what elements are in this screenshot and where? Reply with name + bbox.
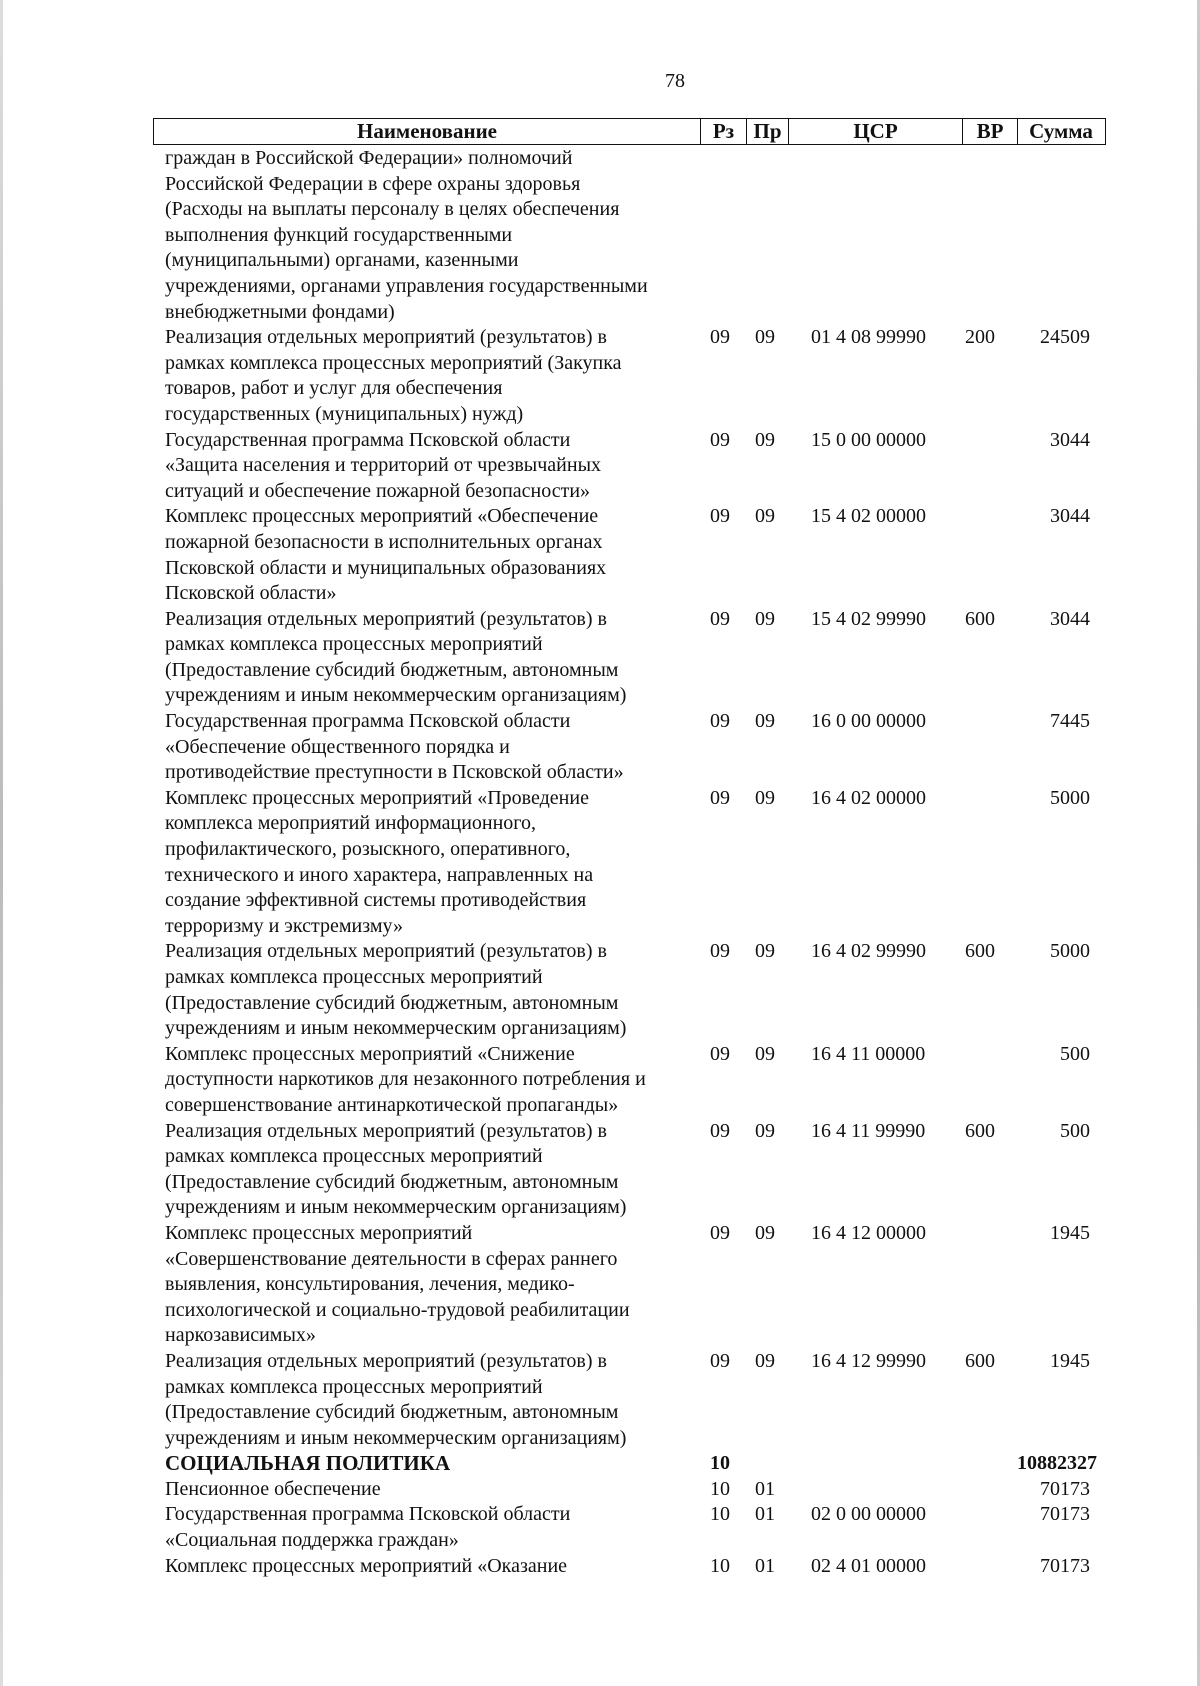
row-name-line: (муниципальными) органами, казенными <box>165 249 519 272</box>
row-name-line: Псковской области» <box>165 582 337 605</box>
row-name-line: учреждениями, органами управления государственными <box>165 274 648 297</box>
table-row <box>165 1221 1125 1349</box>
row-name-line: Государственная программа Псковской области <box>165 428 571 451</box>
row-sum <box>1017 146 1090 325</box>
row-name-line: (Предоставление субсидий бюджетным, автономным <box>165 991 619 1014</box>
row-vr <box>965 504 1017 606</box>
row-name-line: учреждениям и иным некоммерческим организациям) <box>165 1426 627 1449</box>
row-name-line: Российской Федерации в сфере охраны здоровья <box>165 172 581 195</box>
row-csr: 16 4 02 99990 <box>811 940 926 963</box>
row-vr: 600 <box>965 940 995 963</box>
row-csr <box>803 1477 965 1503</box>
row-sum: 70173 <box>1040 1554 1090 1577</box>
row-rz: 10 <box>710 1503 730 1526</box>
row-pr: 09 <box>755 428 775 451</box>
row-sum: 3044 <box>1050 505 1090 528</box>
row-sum: 10882327 <box>1017 1452 1097 1475</box>
row-name <box>165 1477 710 1503</box>
row-name-line: рамках комплекса процессных мероприятий <box>165 633 543 656</box>
row-name <box>165 1221 710 1349</box>
row-sum: 1945 <box>1050 1349 1090 1372</box>
row-name-line: (Предоставление субсидий бюджетным, автономным <box>165 658 619 681</box>
row-name <box>165 939 710 1041</box>
row-pr: 09 <box>755 505 775 528</box>
row-name <box>165 709 710 786</box>
row-name-line: «Совершенствование деятельности в сферах раннего <box>165 1247 618 1270</box>
row-csr: 02 4 01 00000 <box>811 1554 926 1577</box>
row-name-line: Реализация отдельных мероприятий (результатов) в <box>165 1349 607 1372</box>
header-vr: ВР <box>963 119 1018 144</box>
header-name: Наименование <box>154 119 701 144</box>
row-name-line: психологической и социально-трудовой реабилитации <box>165 1298 630 1321</box>
row-vr: 600 <box>965 1349 995 1372</box>
row-name-line: Реализация отдельных мероприятий (результатов) в <box>165 1119 607 1142</box>
row-name-line: Комплекс процессных мероприятий «Обеспечение <box>165 505 599 528</box>
row-rz: 09 <box>710 1042 730 1065</box>
row-name-line: Комплекс процессных мероприятий «Проведение <box>165 786 589 809</box>
row-name-line: ситуаций и обеспечение пожарной безопасности» <box>165 479 591 502</box>
row-pr: 09 <box>755 1349 775 1372</box>
row-sum: 7445 <box>1050 710 1090 733</box>
row-name-line: (Предоставление субсидий бюджетным, автономным <box>165 1170 619 1193</box>
row-vr: 200 <box>965 326 995 349</box>
row-name-line: комплекса мероприятий информационного, <box>165 812 537 835</box>
table-row <box>165 428 1125 505</box>
row-name-line: технического и иного характера, направленных на <box>165 863 594 886</box>
row-rz: 09 <box>710 326 730 349</box>
row-vr <box>965 1221 1017 1349</box>
row-name-line: рамках комплекса процессных мероприятий <box>165 1145 543 1168</box>
row-name <box>165 1451 710 1477</box>
row-name-line: государственных (муниципальных) нужд) <box>165 402 524 425</box>
row-csr: 16 4 12 00000 <box>811 1221 926 1244</box>
row-name-line: совершенствование антинаркотической пропаганды» <box>165 1093 619 1116</box>
row-rz: 09 <box>710 710 730 733</box>
row-name <box>165 504 710 606</box>
page-number: 78 <box>665 70 685 92</box>
row-sum: 500 <box>1060 1042 1090 1065</box>
row-csr <box>803 146 965 325</box>
table-row <box>165 504 1125 606</box>
row-rz: 09 <box>710 940 730 963</box>
row-name-line: противодействие преступности в Псковской области» <box>165 761 624 784</box>
row-sum: 1945 <box>1050 1221 1090 1244</box>
row-pr <box>755 146 803 325</box>
table-row <box>165 939 1125 1041</box>
row-pr: 01 <box>755 1554 775 1577</box>
row-pr: 09 <box>755 940 775 963</box>
row-csr: 15 4 02 00000 <box>811 505 926 528</box>
row-name-line: СОЦИАЛЬНАЯ ПОЛИТИКА <box>165 1451 451 1476</box>
row-name-line: Комплекс процессных мероприятий <box>165 1221 473 1244</box>
row-pr: 09 <box>755 326 775 349</box>
row-csr: 16 4 12 99990 <box>811 1349 926 1372</box>
row-csr: 16 0 00 00000 <box>811 710 926 733</box>
row-csr: 15 4 02 99990 <box>811 607 926 630</box>
row-sum: 5000 <box>1050 940 1090 963</box>
row-name <box>165 325 710 427</box>
row-name-line: Комплекс процессных мероприятий «Снижение <box>165 1042 575 1065</box>
row-name-line: Государственная программа Псковской области <box>165 710 571 733</box>
row-name-line: терроризму и экстремизму» <box>165 914 403 937</box>
row-sum: 500 <box>1060 1119 1090 1142</box>
row-name-line: Реализация отдельных мероприятий (результатов) в <box>165 326 607 349</box>
row-vr: 600 <box>965 1119 995 1142</box>
table-header <box>153 118 1106 145</box>
table-body <box>165 146 1125 1579</box>
row-name-line: рамках комплекса процессных мероприятий <box>165 1375 543 1398</box>
row-rz: 09 <box>710 1349 730 1372</box>
header-pr: Пр <box>747 119 789 144</box>
row-vr <box>965 1554 1017 1580</box>
row-csr: 01 4 08 99990 <box>811 326 926 349</box>
table-row <box>165 1119 1125 1221</box>
row-name-line: профилактического, розыскного, оперативного, <box>165 838 571 861</box>
row-name-line: Псковской области и муниципальных образованиях <box>165 556 607 579</box>
row-rz: 10 <box>710 1554 730 1577</box>
row-rz <box>710 146 755 325</box>
row-csr: 16 4 11 00000 <box>811 1042 926 1065</box>
row-sum: 70173 <box>1040 1477 1090 1500</box>
table-row <box>165 786 1125 940</box>
row-name <box>165 786 710 940</box>
table-row <box>165 607 1125 709</box>
row-rz: 09 <box>710 607 730 630</box>
row-name <box>165 1554 710 1580</box>
row-name-line: Реализация отдельных мероприятий (результатов) в <box>165 607 607 630</box>
row-name-line: товаров, работ и услуг для обеспечения <box>165 377 503 400</box>
row-rz: 09 <box>710 1119 730 1142</box>
row-rz: 09 <box>710 428 730 451</box>
row-vr <box>965 428 1017 505</box>
table-row <box>165 1042 1125 1119</box>
row-name-line: «Обеспечение общественного порядка и <box>165 735 510 758</box>
row-rz: 09 <box>710 1221 730 1244</box>
row-name-line: граждан в Российской Федерации» полномочий <box>165 147 573 169</box>
table-row <box>165 1349 1125 1451</box>
row-name-line: пожарной безопасности в исполнительных органах <box>165 530 603 553</box>
row-sum: 3044 <box>1050 428 1090 451</box>
row-vr <box>965 709 1017 786</box>
row-name <box>165 428 710 505</box>
row-pr: 09 <box>755 1042 775 1065</box>
row-name-line: создание эффективной системы противодействия <box>165 889 587 912</box>
row-vr: 600 <box>965 607 995 630</box>
row-name-line: рамках комплекса процессных мероприятий <box>165 966 543 988</box>
row-vr <box>965 1451 1017 1477</box>
row-pr: 09 <box>755 786 775 809</box>
row-pr <box>755 1451 803 1477</box>
header-sum: Сумма <box>1029 119 1093 143</box>
row-name <box>165 607 710 709</box>
scan-edge-left <box>0 0 3 1686</box>
row-sum: 70173 <box>1040 1503 1090 1526</box>
row-pr: 09 <box>755 607 775 630</box>
row-csr: 16 4 11 99990 <box>811 1119 926 1142</box>
row-pr: 09 <box>755 710 775 733</box>
row-pr: 09 <box>755 1119 775 1142</box>
row-name <box>165 1349 710 1451</box>
row-vr <box>965 786 1017 940</box>
row-csr: 16 4 02 00000 <box>811 786 926 809</box>
table-row <box>165 1554 1125 1580</box>
row-name-line: доступности наркотиков для незаконного потребления и <box>165 1068 646 1091</box>
table-row <box>165 1477 1125 1503</box>
row-name-line: «Защита населения и территорий от чрезвычайных <box>165 454 602 477</box>
row-csr: 02 0 00 00000 <box>811 1503 926 1526</box>
row-name <box>165 1042 710 1119</box>
row-name-line: выявления, консультирования, лечения, медико- <box>165 1273 575 1296</box>
table-row <box>165 709 1125 786</box>
row-name <box>165 1119 710 1221</box>
row-name-line: Государственная программа Псковской области <box>165 1503 571 1526</box>
row-rz: 10 <box>710 1477 730 1500</box>
row-rz: 09 <box>710 505 730 528</box>
table-row <box>165 146 1125 325</box>
row-name-line: наркозависимых» <box>165 1324 316 1347</box>
row-name-line: внебюджетными фондами) <box>165 300 395 323</box>
row-name-line: учреждениям и иным некоммерческим организациям) <box>165 1017 627 1040</box>
row-pr: 09 <box>755 1221 775 1244</box>
row-name-line: выполнения функций государственными <box>165 223 513 246</box>
row-csr: 15 0 00 00000 <box>811 428 926 451</box>
row-csr <box>803 1451 965 1477</box>
row-name-line: рамках комплекса процессных мероприятий (Закупка <box>165 351 622 374</box>
row-name-line: (Предоставление субсидий бюджетным, автономным <box>165 1401 619 1424</box>
row-rz: 10 <box>710 1452 730 1475</box>
row-name-line: Комплекс процессных мероприятий «Оказание <box>165 1554 568 1577</box>
row-sum: 24509 <box>1040 326 1090 349</box>
row-name-line: Пенсионное обеспечение <box>165 1477 381 1500</box>
row-pr: 01 <box>755 1477 775 1500</box>
row-name-line: «Социальная поддержка граждан» <box>165 1529 459 1552</box>
row-vr <box>965 1502 1017 1553</box>
table-row <box>165 325 1125 427</box>
row-vr <box>965 1477 1017 1503</box>
table-row <box>165 1502 1125 1553</box>
row-name-line: Реализация отдельных мероприятий (результатов) в <box>165 940 607 963</box>
row-pr: 01 <box>755 1503 775 1526</box>
row-name-line: (Расходы на выплаты персоналу в целях обеспечения <box>165 198 620 221</box>
row-name-line: учреждениям и иным некоммерческим организациям) <box>165 684 627 707</box>
row-sum: 3044 <box>1050 607 1090 630</box>
row-vr <box>965 1042 1017 1119</box>
row-name <box>165 1502 710 1553</box>
row-rz: 09 <box>710 786 730 809</box>
row-name <box>165 146 710 325</box>
section-row <box>165 1451 1125 1477</box>
row-sum: 5000 <box>1050 786 1090 809</box>
header-rz: Рз <box>701 119 747 144</box>
row-vr <box>965 146 1017 325</box>
header-csr: ЦСР <box>789 119 963 144</box>
row-name-line: учреждениям и иным некоммерческим организациям) <box>165 1196 627 1219</box>
